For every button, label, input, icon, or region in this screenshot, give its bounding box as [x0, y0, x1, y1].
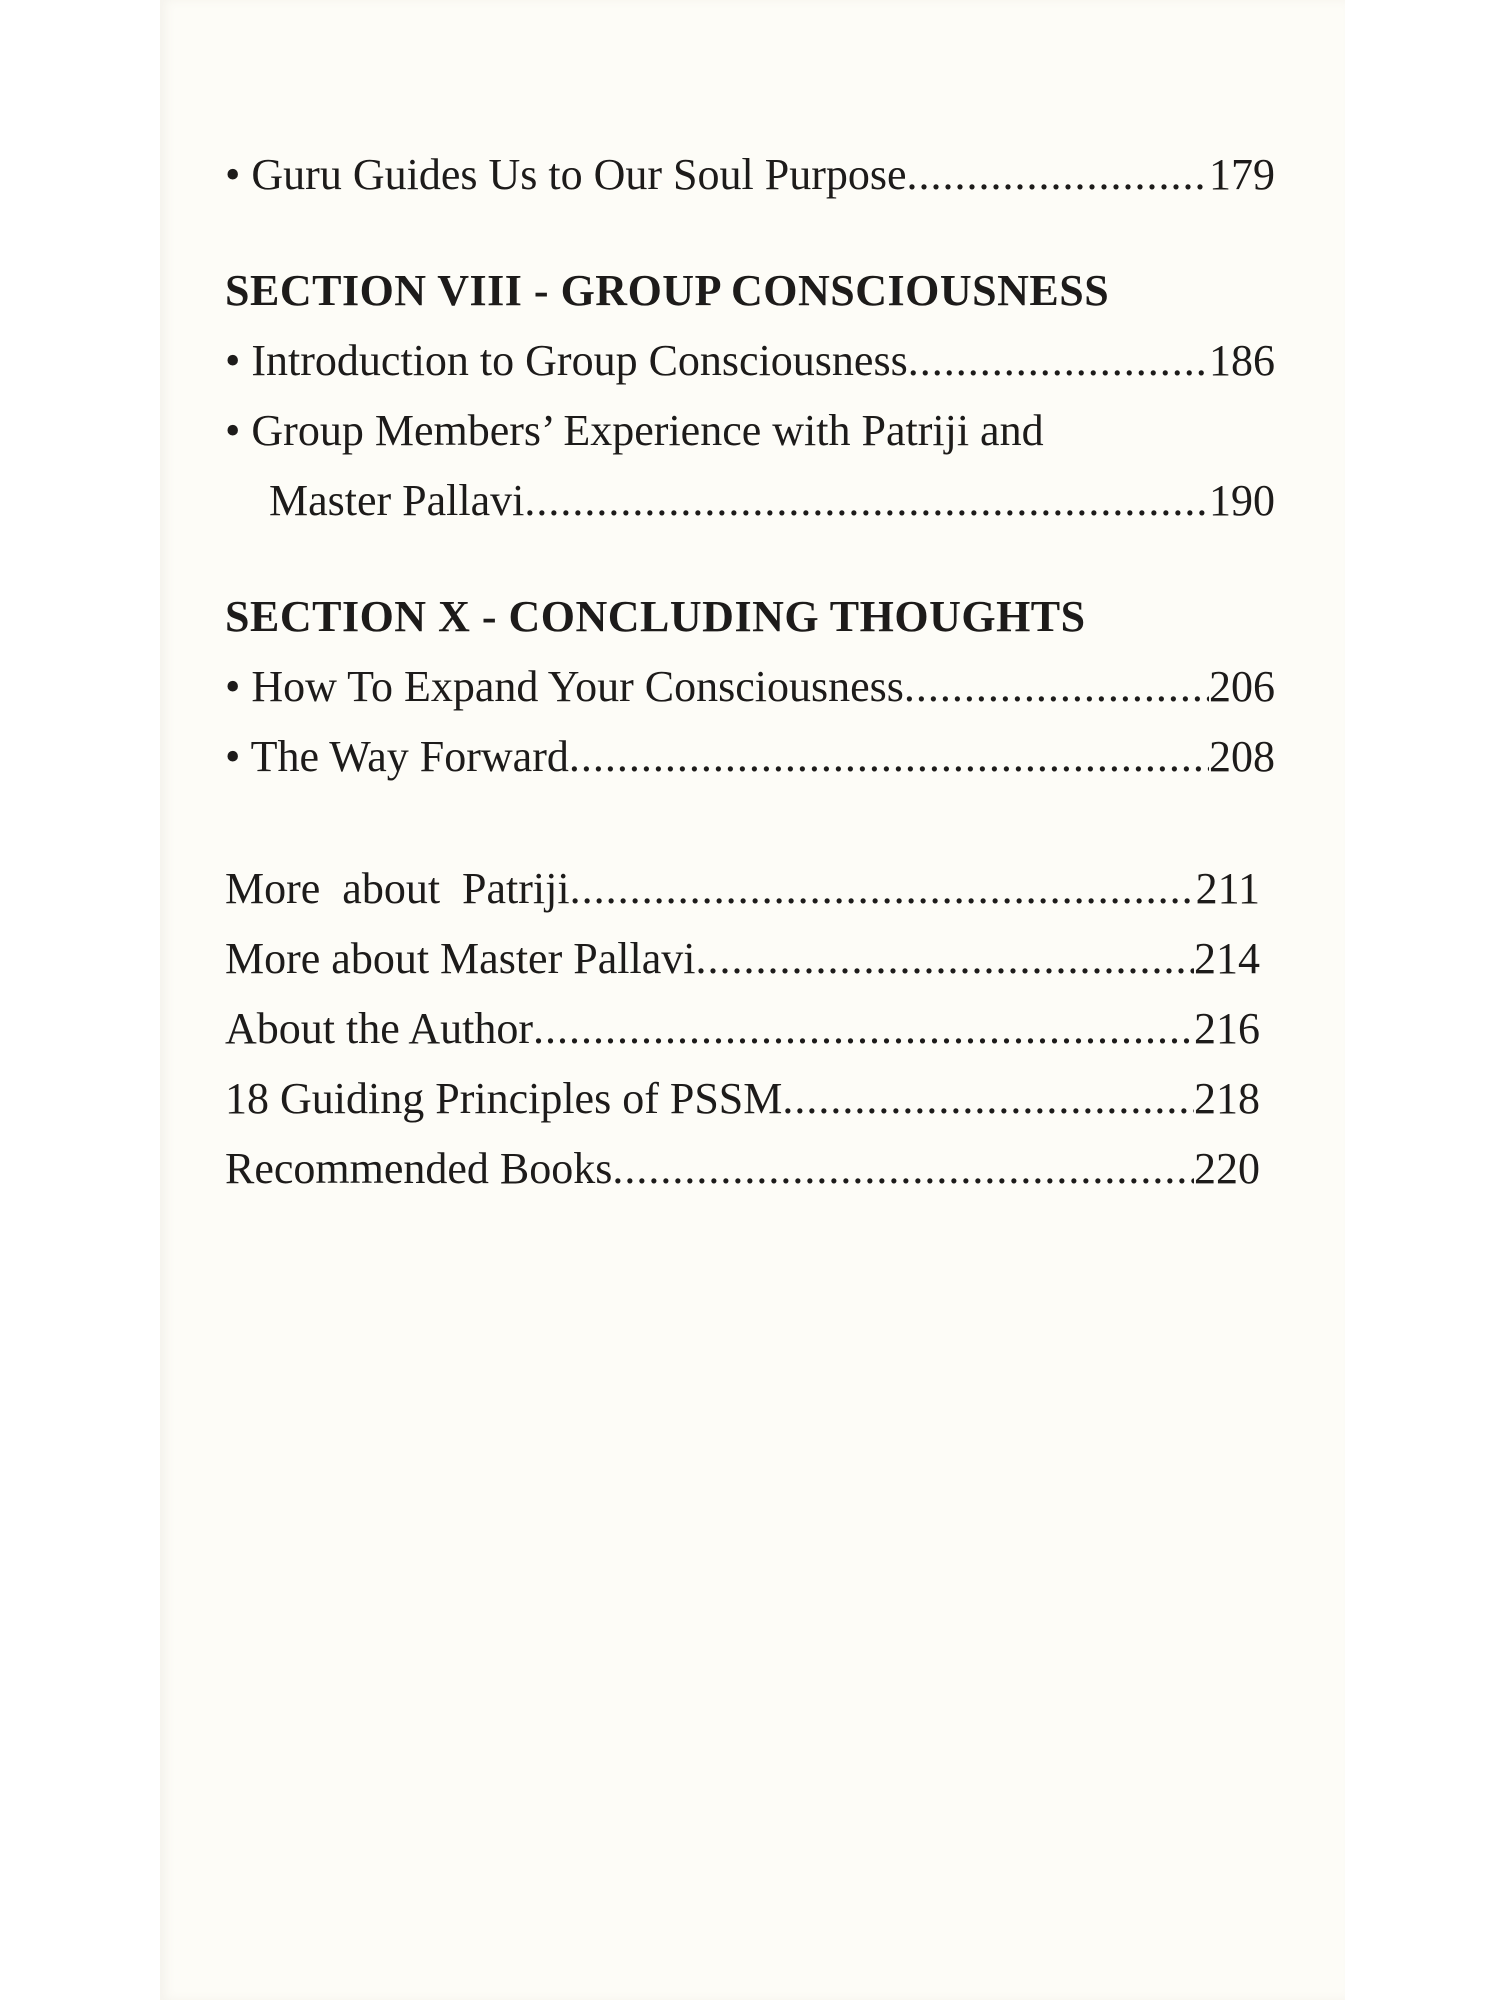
toc-entry-way-forward [225, 722, 1275, 792]
toc-entry-about-the-author [225, 994, 1260, 1064]
toc-entry-text: About the Author [225, 1004, 533, 1053]
toc-entry-expand-consciousness [225, 652, 1275, 722]
toc-page-number: 179 [1209, 150, 1275, 199]
toc-page-number: 208 [1209, 732, 1275, 781]
toc-page-number: 211 [1195, 864, 1260, 913]
section-viii-heading: SECTION VIII - GROUP CONSCIOUSNESS [225, 266, 1110, 315]
toc-entry-text: 18 Guiding Principles of PSSM [225, 1074, 783, 1123]
dot-leader [907, 140, 1209, 210]
toc-page-number: 216 [1194, 1004, 1260, 1053]
toc-entry-text: • Introduction to Group Consciousness [225, 336, 908, 385]
dot-leader [695, 924, 1194, 994]
toc-page-number: 220 [1194, 1144, 1260, 1193]
toc-entry-text: Recommended Books [225, 1144, 613, 1193]
toc-entry-text: More about Master Pallavi [225, 934, 696, 983]
toc-page-number: 218 [1194, 1074, 1260, 1123]
toc-page-number: 214 [1194, 934, 1260, 983]
toc-entry-guiding-principles [225, 1064, 1260, 1134]
dot-leader [904, 652, 1209, 722]
toc-page-number: 186 [1209, 336, 1275, 385]
table-of-contents [225, 140, 1275, 1204]
toc-entry-text: • Guru Guides Us to Our Soul Purpose [225, 150, 907, 199]
dot-leader [533, 994, 1194, 1064]
toc-page-number: 206 [1209, 662, 1275, 711]
dot-leader [612, 1134, 1194, 1204]
toc-entry-text: Master Pallavi [269, 476, 525, 525]
toc-entry-group-members-line2 [225, 466, 1275, 536]
dot-leader [908, 326, 1209, 396]
dot-leader [570, 854, 1196, 924]
toc-entry-guru-guides [225, 140, 1275, 210]
toc-entry-group-members-line1: • Group Members’ Experience with Patriji and [225, 406, 1044, 455]
toc-entry-text: More about Patriji [225, 864, 570, 913]
toc-entry-more-about-master-pallavi [225, 924, 1260, 994]
toc-entry-recommended-books [225, 1134, 1260, 1204]
toc-entry-text: • How To Expand Your Consciousness [225, 662, 904, 711]
toc-entry-text: • The Way Forward [225, 732, 569, 781]
dot-leader [782, 1064, 1194, 1134]
toc-entry-intro-group-consciousness [225, 326, 1275, 396]
dot-leader [569, 722, 1209, 792]
section-x-heading: SECTION X - CONCLUDING THOUGHTS [225, 592, 1086, 641]
toc-entry-more-about-patriji [225, 854, 1260, 924]
toc-page-number: 190 [1209, 476, 1275, 525]
end-matter-list [225, 854, 1260, 1204]
dot-leader [524, 466, 1209, 536]
